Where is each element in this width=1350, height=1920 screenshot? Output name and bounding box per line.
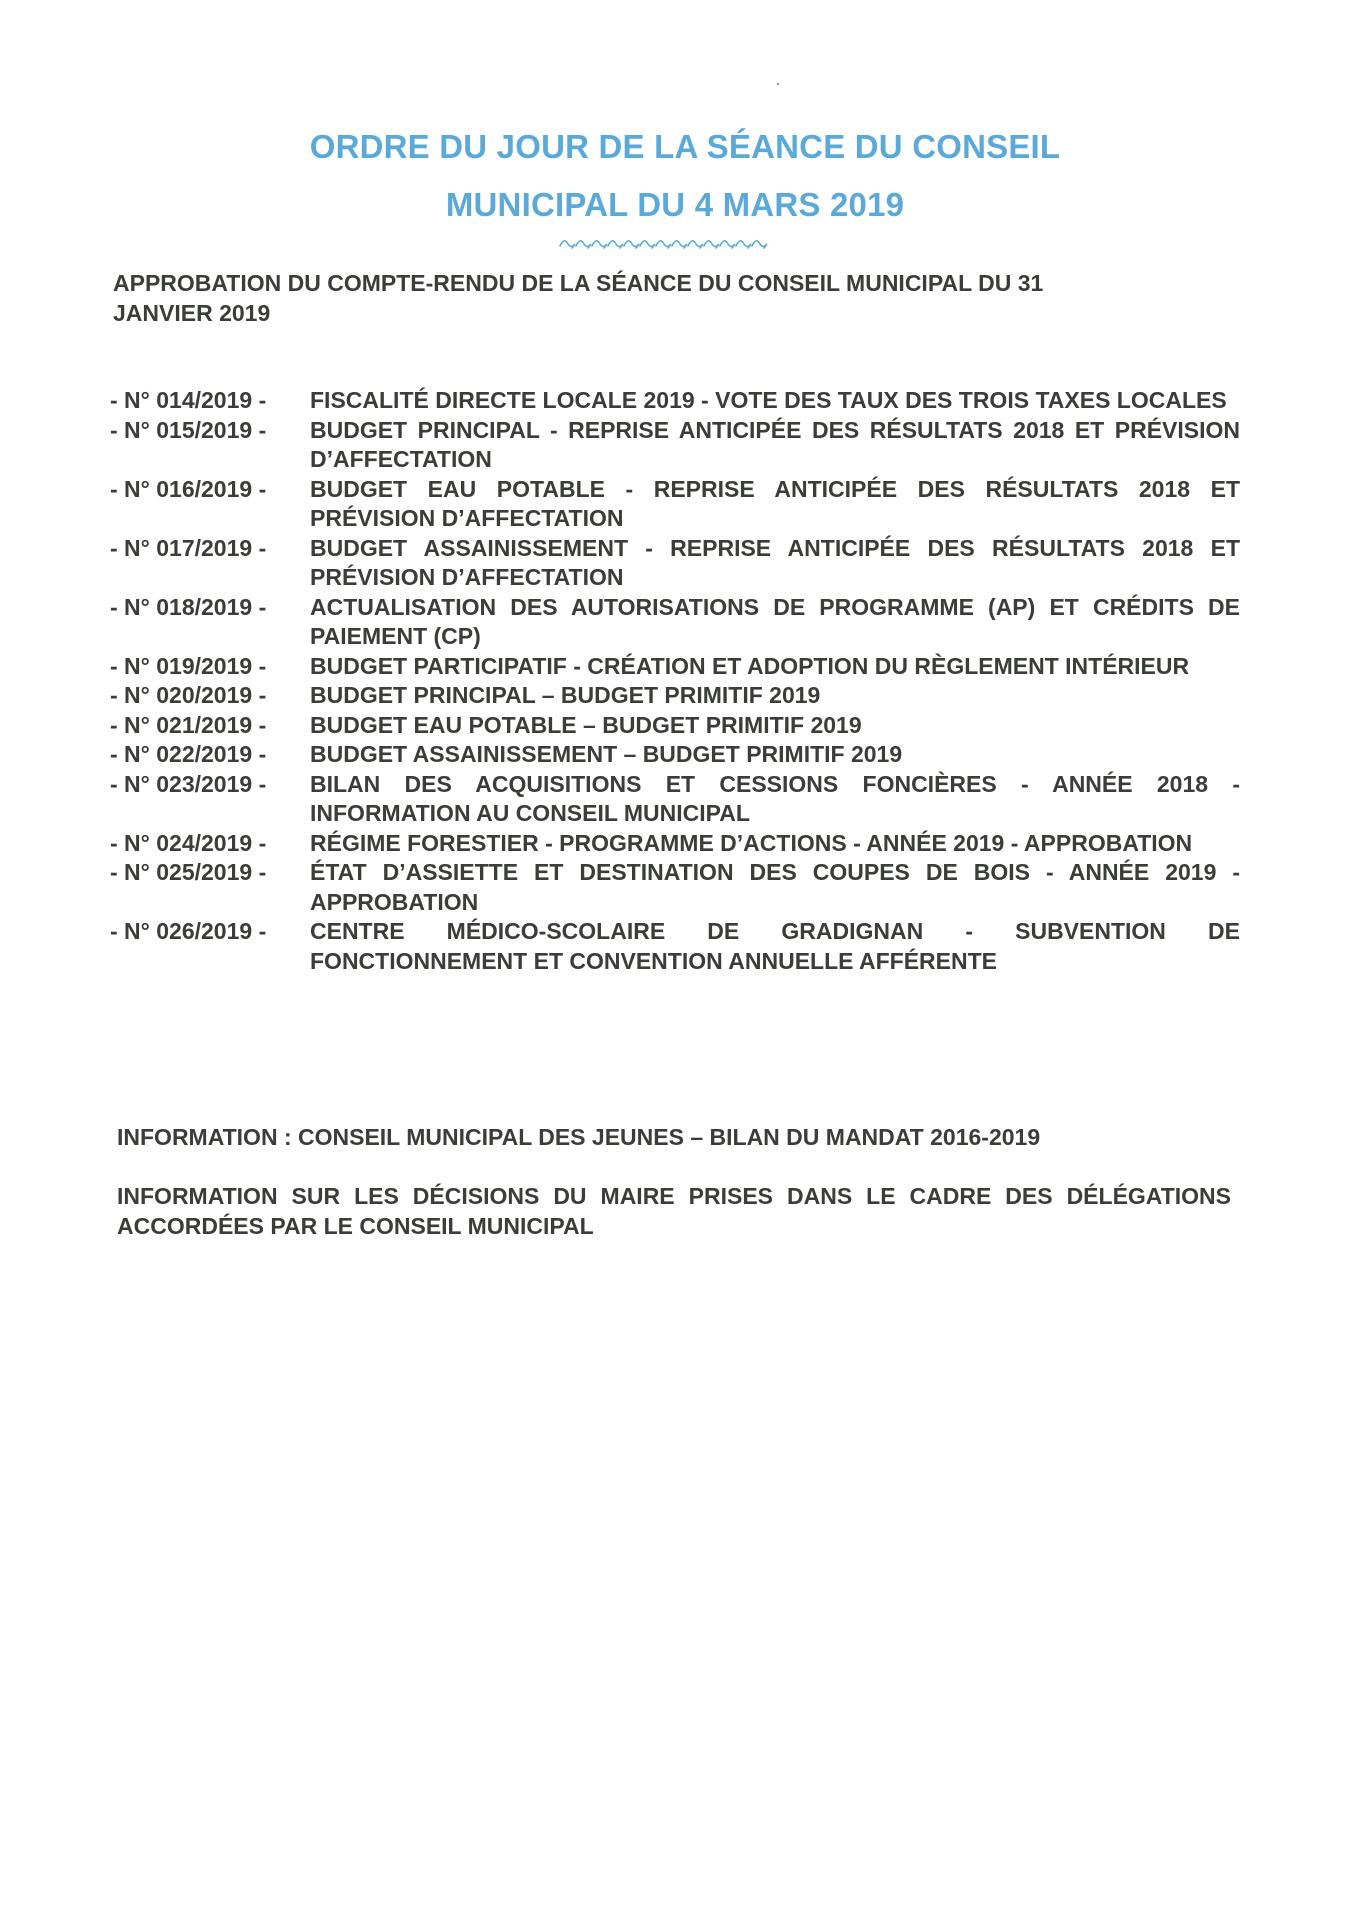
decorative-divider-icon	[558, 236, 768, 250]
agenda-item-title: BUDGET ASSAINISSEMENT – BUDGET PRIMITIF 2019	[310, 741, 903, 767]
agenda-item-number: - N° 022/2019 -	[110, 741, 267, 767]
agenda-item-number: - N° 017/2019 -	[110, 534, 267, 561]
agenda-item	[110, 534, 1240, 593]
agenda-item	[110, 416, 1240, 475]
agenda-item-number: - N° 023/2019 -	[110, 770, 267, 797]
agenda-item	[110, 386, 1240, 416]
agenda-item-title: BILAN DES ACQUISITIONS ET CESSIONS FONCIÈRES - ANNÉE 2018 - INFORMATION AU CONSEIL MUNICIPAL	[310, 770, 1240, 826]
agenda-item-number: - N° 018/2019 -	[110, 593, 267, 620]
agenda-item	[110, 829, 1240, 859]
agenda-item-number: - N° 026/2019 -	[110, 918, 267, 944]
agenda-item-number: - N° 020/2019 -	[110, 682, 267, 708]
agenda-item	[110, 917, 1240, 976]
information-mayor-decisions: INFORMATION SUR LES DÉCISIONS DU MAIRE PRISES DANS LE CADRE DES DÉLÉGATIONS ACCORDÉES PAR LE CONSEIL MUNICIPAL	[117, 1183, 1231, 1239]
agenda-item	[110, 593, 1240, 652]
agenda-item-title: BUDGET PRINCIPAL - REPRISE ANTICIPÉE DES RÉSULTATS 2018 ET PRÉVISION D’AFFECTATION	[310, 416, 1240, 472]
agenda-item-number: - N° 021/2019 -	[110, 711, 267, 738]
title-line-1: ORDRE DU JOUR DE LA SÉANCE DU CONSEIL	[309, 128, 1061, 165]
information-youth-council: INFORMATION : CONSEIL MUNICIPAL DES JEUNES – BILAN DU MANDAT 2016-2019	[117, 1124, 1041, 1150]
agenda-item	[110, 770, 1240, 829]
approval-minutes-heading: APPROBATION DU COMPTE-RENDU DE LA SÉANCE DU CONSEIL MUNICIPAL DU 31 JANVIER 2019	[113, 270, 1044, 326]
title-line-2: MUNICIPAL DU 4 MARS 2019	[445, 186, 905, 223]
page-title	[0, 118, 1350, 234]
agenda-item-number: - N° 024/2019 -	[110, 829, 267, 856]
agenda-item	[110, 681, 1240, 711]
agenda-item-number: - N° 025/2019 -	[110, 859, 267, 885]
agenda-item-number: - N° 016/2019 -	[110, 475, 267, 502]
agenda-item	[110, 740, 1240, 770]
agenda-item-title: CENTRE MÉDICO-SCOLAIRE DE GRADIGNAN - SUBVENTION DE FONCTIONNEMENT ET CONVENTION ANNUELLE AFFÉRENTE	[310, 918, 1240, 974]
agenda-item	[110, 711, 1240, 741]
agenda-item-title: BUDGET ASSAINISSEMENT - REPRISE ANTICIPÉE DES RÉSULTATS 2018 ET PRÉVISION D’AFFECTATION	[310, 534, 1240, 590]
agenda-item-title: BUDGET EAU POTABLE – BUDGET PRIMITIF 2019	[310, 711, 862, 738]
agenda-item-title: ACTUALISATION DES AUTORISATIONS DE PROGRAMME (AP) ET CRÉDITS DE PAIEMENT (CP)	[310, 593, 1240, 649]
agenda-item-title: BUDGET EAU POTABLE - REPRISE ANTICIPÉE DES RÉSULTATS 2018 ET PRÉVISION D’AFFECTATION	[310, 475, 1240, 531]
agenda-item	[110, 475, 1240, 534]
agenda-item-title: BUDGET PARTICIPATIF - CRÉATION ET ADOPTION DU RÈGLEMENT INTÉRIEUR	[310, 652, 1190, 679]
agenda-item	[110, 858, 1240, 917]
agenda-item-number: - N° 015/2019 -	[110, 416, 267, 443]
scan-speck	[777, 83, 779, 85]
agenda-item-number: - N° 019/2019 -	[110, 652, 267, 679]
agenda-item-title: BUDGET PRINCIPAL – BUDGET PRIMITIF 2019	[310, 682, 821, 708]
agenda-item-number: - N° 014/2019 -	[110, 387, 267, 413]
agenda-item-title: FISCALITÉ DIRECTE LOCALE 2019 - VOTE DES TAUX DES TROIS TAXES LOCALES	[310, 387, 1227, 413]
agenda-list	[110, 386, 1240, 976]
agenda-item-title: ÉTAT D’ASSIETTE ET DESTINATION DES COUPES DE BOIS - ANNÉE 2019 - APPROBATION	[310, 859, 1240, 915]
agenda-item-title: RÉGIME FORESTIER - PROGRAMME D’ACTIONS - ANNÉE 2019 - APPROBATION	[310, 829, 1193, 856]
agenda-item	[110, 652, 1240, 682]
